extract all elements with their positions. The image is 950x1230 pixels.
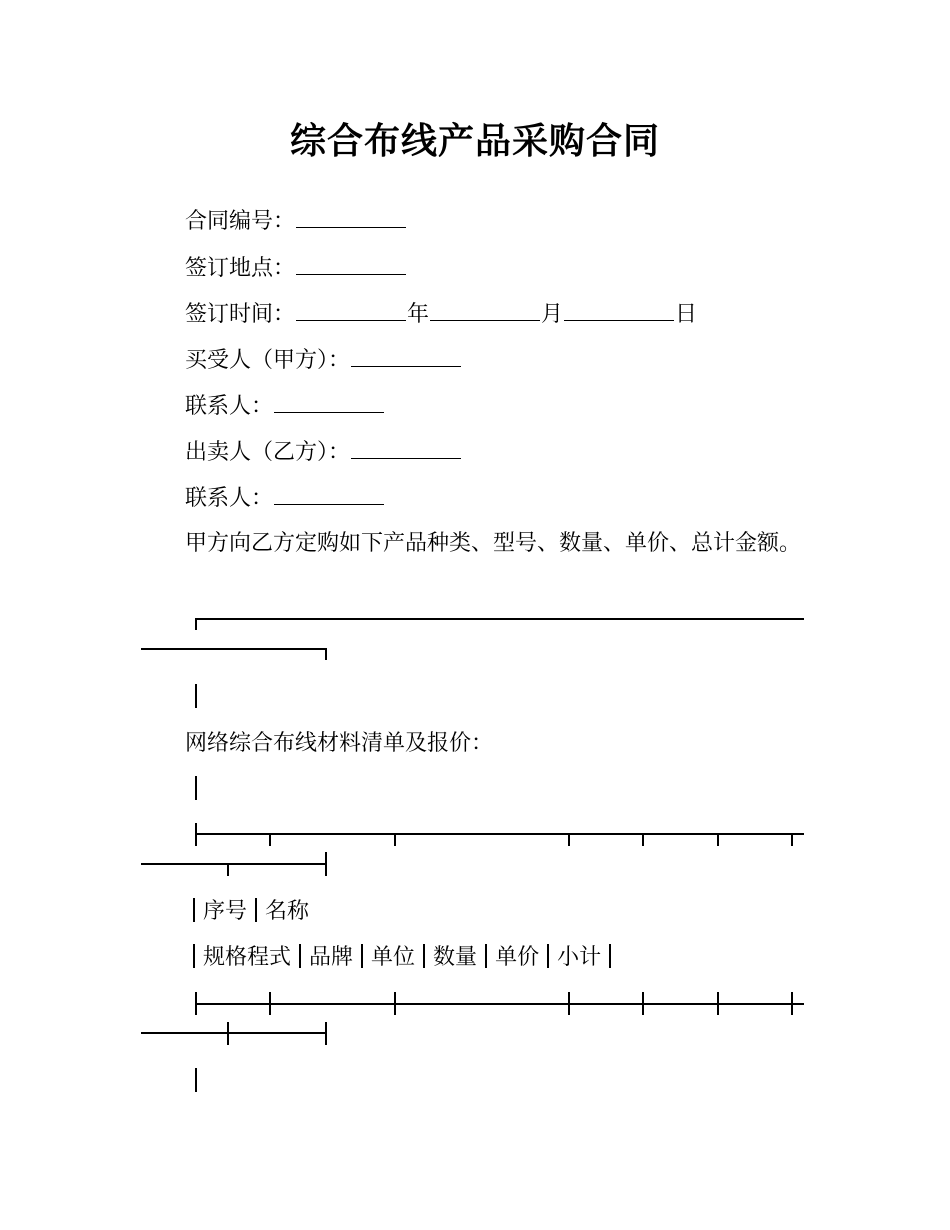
seller-contact-label: 联系人： bbox=[185, 486, 274, 511]
header-cell-quantity: 数量 bbox=[433, 945, 478, 970]
year-label: 年 bbox=[407, 302, 430, 327]
header-cell-name: 名称 bbox=[265, 899, 310, 924]
table-header-divider bbox=[141, 823, 804, 876]
header-cell-brand: 品牌 bbox=[309, 945, 354, 970]
table-vertical-bar bbox=[195, 1068, 197, 1092]
table-header-row-1 bbox=[193, 897, 309, 927]
table-row-divider bbox=[141, 992, 804, 1045]
cell-separator bbox=[547, 944, 549, 968]
cell-separator bbox=[193, 898, 195, 922]
table-vertical-bar bbox=[195, 684, 197, 708]
contract-number-label: 合同编号： bbox=[185, 209, 296, 234]
buyer-label: 买受人（甲方）： bbox=[185, 348, 351, 373]
sign-place-label: 签订地点： bbox=[185, 256, 296, 281]
cell-separator bbox=[361, 944, 363, 968]
buyer-contact-label: 联系人： bbox=[185, 394, 274, 419]
table-header-row-2 bbox=[193, 943, 619, 973]
cell-separator bbox=[299, 944, 301, 968]
sign-time-label: 签订时间： bbox=[185, 302, 296, 327]
seller-label: 出卖人（乙方）： bbox=[185, 440, 351, 465]
cell-separator bbox=[423, 944, 425, 968]
cell-separator bbox=[255, 898, 257, 922]
day-label: 日 bbox=[675, 302, 698, 327]
cell-separator bbox=[193, 944, 195, 968]
page-title: 综合布线产品采购合同 bbox=[289, 121, 660, 162]
intro-paragraph: 甲方向乙方定购如下产品种类、型号、数量、单价、总计金额。 bbox=[185, 531, 802, 556]
header-cell-subtotal: 小计 bbox=[557, 945, 602, 970]
header-cell-spec: 规格程式 bbox=[203, 945, 292, 970]
cell-separator bbox=[485, 944, 487, 968]
month-label: 月 bbox=[541, 302, 564, 327]
header-cell-unit-price: 单价 bbox=[495, 945, 540, 970]
header-cell-unit: 单位 bbox=[371, 945, 416, 970]
cell-separator bbox=[609, 944, 611, 968]
table-vertical-bar bbox=[195, 776, 197, 800]
table-top-border bbox=[141, 619, 804, 660]
section-title: 网络综合布线材料清单及报价： bbox=[185, 731, 494, 756]
header-cell-no: 序号 bbox=[203, 899, 248, 924]
